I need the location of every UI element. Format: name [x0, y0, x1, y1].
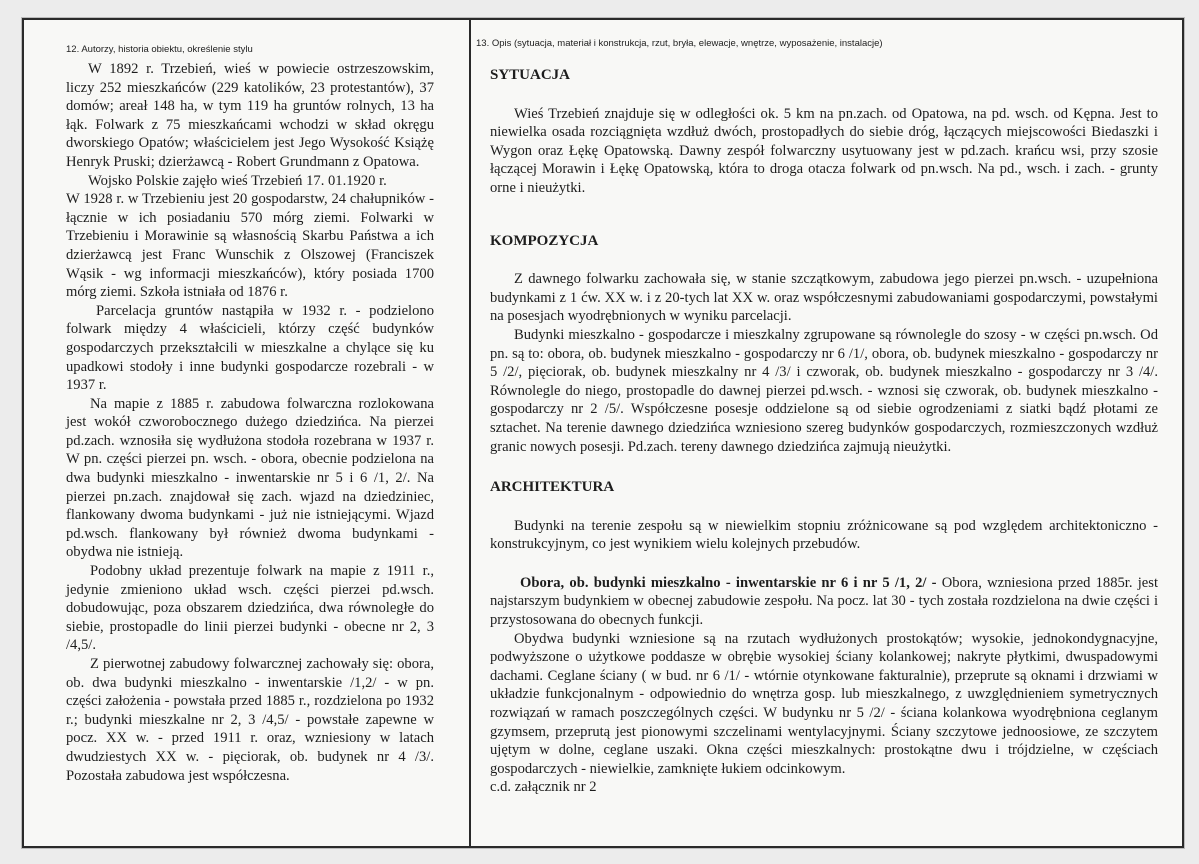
history-paragraph: Z pierwotnej zabudowy folwarcznej zachowały się: obora, ob. dwa budynki mieszkalno - inwentarskie /1,2/ - w pn. części założenia - powstała przed 1885 r., rozdzielona po 1932 r.; budynki mieszkalne nr 2, 3 /4,5/ - powstałe zapewne w pocz. XX w. - przed 1911 r. oraz, wzniesiony w latach dwudziestych XX w. - pięciorak, ob. budynek nr 4 /3/. Pozostała zabudowa jest współczesna.: [66, 656, 434, 784]
history-paragraph: Wojsko Polskie zajęło wieś Trzebień 17. 01.1920 r.: [88, 172, 387, 189]
architecture-paragraph: Budynki na terenie zespołu są w niewielkim stopniu zróżnicowane są pod względem architektoniczno - konstrukcyjnym, co jest wynikiem wielu kolejnych przebudów.: [490, 517, 1158, 553]
description-column: [466, 38, 1158, 797]
history-paragraph: W 1892 r. Trzebień, wieś w powiecie ostrzeszowskim, liczy 252 mieszkańców (229 katolików, 23 protestantów), 37 domów; areał 148 ha, w tym 119 ha gruntów rolnych, 13 ha łąk. Folwark z 75 mieszkańcami wchodzi w skład okręgu dworskiego Opatów; właścicielem jest Jego Wysokość Książę Henryk Pruski; dzierżawcą - Robert Grundmann z Opatowa.: [66, 61, 434, 170]
history-paragraph: W 1928 r. w Trzebieniu jest 20 gospodarstw, 24 chałupników - łącznie w ich posiadaniu 570 mórg ziemi. Folwarki w Trzebieniu i Morawinie są własnością Skarbu Państwa a ich dzierżawcą jest Franc Wunschik z Olszowej (Franciszek Wąsik - wg informacji mieszkańców), który posiada 1700 mórg ziemi. Szkoła istniała od 1876 r.: [66, 191, 434, 301]
history-paragraph: Podobny układ prezentuje folwark na mapie z 1911 r., jedynie zmieniono układ wsch. części pierzei pd.wsch. dobudowując, poza obszarem dziedzińca, dwa równoległe do siebie, prostopadle do linii pierzei budynki - obecne nr 2, 3 /4,5/.: [66, 563, 434, 654]
continuation-note: c.d. załącznik nr 2: [490, 779, 597, 796]
building-description-paragraph: Obydwa budynki wzniesione są na rzutach wydłużonych prostokątów; wysokie, jednokondygnacyjne, podwyższone o użytkowe poddasze w obrębie wysokiej ściany kolankowej; nakryte płytkimi, dwuspadowymi dachami. Ceglane ściany ( w bud. nr 6 /1/ - wtórnie otynkowane fakturalnie), przeprute są oknami i drzwiami w układzie funkcjonalnym - odpowiednio do wnętrza gosp. lub mieszkalnego, z uwzględnieniem symetrycznych rozwiązań w ramach poszczególnych części. W budynku nr 5 /2/ - ściana kolankowa wyodrębniona ceglanym gzymsem, przeprutą jest pionowymi szczelinami wentylacyjnymi. Ściany szczytowe jednoosiowe, ze szczytem ujętym w dolne, ceglane uszaki. Okna części mieszkalnych: prostokątne dwu i trójdzielne, w częściach gospodarczych - niewielkie, zamknięte łukiem odcinkowym.: [490, 630, 1158, 777]
building-paragraph: [490, 574, 1158, 630]
history-paragraph: Na mapie z 1885 r. zabudowa folwarczna rozlokowana jest wokół czworobocznego dużego dziedzińca. Na pierzei pd.zach. wznosiła się wydłużona stodoła rozebrana w 1937 r. W pn. części pierzei pn. wsch. - obora, obecnie podzielona na dwa budynki mieszkalno - inwentarskie nr 5 i 6 /1, 2/. Na pierzei pn.zach. znajdował się zach. wjazd na dziedziniec, flankowany dwoma budynkami - już nie istniejącymi. Wjazd pd.wsch. flankowany był również dwoma budynkami - obydwa nie istnieją.: [66, 395, 434, 561]
field-label-description: 13. Opis (sytuacja, materiał i konstrukcja, rzut, bryła, elewacje, wnętrze, wyposażenie, instalacje): [476, 38, 883, 49]
field-label-history: 12. Autorzy, historia obiektu, określenie stylu: [66, 44, 253, 55]
section-heading-architecture: ARCHITEKTURA: [490, 479, 615, 496]
section-heading-situation: SYTUACJA: [490, 67, 571, 83]
history-column: [66, 44, 434, 785]
building-heading: Obora, ob. budynki mieszkalno - inwentarskie nr 6 i nr 5 /1, 2/ -: [520, 574, 937, 591]
composition-paragraph: Z dawnego folwarku zachowała się, w stanie szczątkowym, zabudowa jego pierzei pn.wsch. - uzupełniona budynkami z 1 ćw. XX w. i z 20-tych lat XX w. oraz współczesnymi zabudowaniami gospodarczymi, powstałymi na posesjach wyodrębnionych w wyniku parcelacji.: [490, 271, 1158, 325]
building-intro-text: Obora, wzniesiona przed 1885r. jest najstarszym budynkiem w obecnej zabudowie zespołu. Na pocz. lat 30 - tych została rozdzielona na dwie części i przystosowana do obecnych funkcji.: [490, 574, 1159, 629]
history-paragraph: Parcelacja gruntów nastąpiła w 1932 r. - podzielono folwark między 4 właścicieli, którzy część budynków gospodarczych przekształcili w mieszkalne a chylące się ku upadkowi stodoły i inne budynki gospodarcze rozebrali - w 1937 r.: [66, 302, 434, 394]
composition-paragraph: Budynki mieszkalno - gospodarcze i mieszkalny zgrupowane są równolegle do szosy - w części pn.wsch. Od pn. są to: obora, ob. budynek mieszkalno - gospodarczy nr 6 /1/, obora, ob. budynek mieszkalno - gospodarczy nr 5 /2/, pięciorak, ob. budynek mieszkalny nr 4 /3/ i czworak, ob. budynek mieszkalno - gospodarczy nr 3 /4/. Równolegle do niego, prostopadle do dawnej pierzei pd.wsch. - wznosi się czworak, ob. budynek mieszkalno - gospodarczy nr 2 /5/. Współczesne posesje oddzielone są od siebie ogrodzeniami z siatki bądź płotami ze sztachet. Na terenie dawnego dziedzińca wzniesiono szereg budynków gospodarczych, rozmieszczonych wzdłuż granic nowych posesji. Pd.zach. tereny dawnego dziedzińca zajmują nieużytki.: [490, 326, 1158, 455]
document-sheet: [22, 18, 1184, 848]
section-heading-composition: KOMPOZYCJA: [490, 232, 599, 249]
situation-paragraph: Wieś Trzebień znajduje się w odległości ok. 5 km na pn.zach. od Opatowa, na pd. wsch. od Kępna. Jest to niewielka osada rozciągnięta wzdłuż dwóch, prostopadłych do siebie dróg, łączących miejscowości Biedaszki i Wygon oraz Łękę Opatowską. Dawny zespół folwarczny usytuowany jest w pd.zach. krańcu wsi, przy szosie łączącej Morawin i Łękę Opatowską, która to droga otacza folwark od pn.wsch. Na pd., wsch. i zach. - grunty orne i nieużytki.: [490, 105, 1158, 196]
